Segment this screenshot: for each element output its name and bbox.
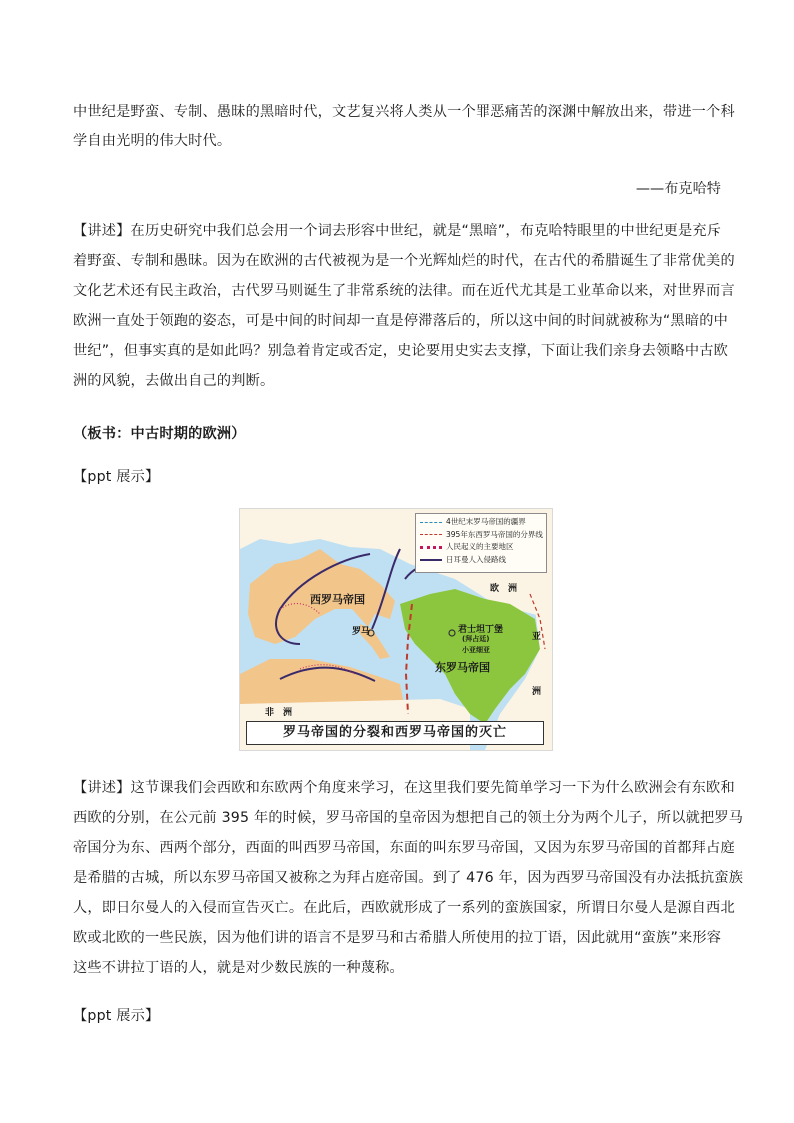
map-legend	[415, 513, 547, 573]
legend-item: 395年东西罗马帝国的分界线	[420, 529, 542, 542]
legend-item: 4世纪末罗马帝国的疆界	[420, 516, 542, 529]
legend-item: 人民起义的主要地区	[420, 541, 542, 554]
lecture1-line: 洲的风貌，去做出自己的判断。	[73, 373, 275, 389]
label-constantinople: 君士坦丁堡	[458, 625, 504, 635]
label-asia-2: 洲	[532, 687, 542, 697]
legend-item: 日耳曼人入侵路线	[420, 554, 542, 567]
ppt-label: 【ppt 展示】	[73, 1008, 160, 1024]
quote-line-1: 中世纪是野蛮、专制、愚昧的黑暗时代，文艺复兴将人类从一个罪恶痛苦的深渊中解放出来，带进一个科	[73, 104, 735, 120]
label-europe: 欧 洲	[490, 584, 518, 594]
quote-attribution: ——布克哈特	[635, 181, 721, 197]
quote-line-2: 学自由光明的伟大时代。	[73, 133, 232, 149]
label-byzantium: (拜占廷)	[462, 635, 490, 643]
lecture1-line: 欧洲一直处于领跑的姿态，可是中间的时间却一直是停滞落后的，所以这中间的时间就被称为“黑暗的中	[73, 313, 728, 329]
lecture2-line: 西欧的分别，在公元前 395 年的时候，罗马帝国的皇帝因为想把自己的领土分为两个儿子，所以就把罗马	[73, 810, 744, 826]
lecture2-line: 【讲述】这节课我们会西欧和东欧两个角度来学习，在这里我们要先简单学习一下为什么欧洲会有东欧和	[73, 780, 735, 796]
label-east-empire: 东罗马帝国	[435, 661, 490, 674]
lecture1-line: 着野蛮、专制和愚昧。因为在欧洲的古代被视为是一个光辉灿烂的时代，在古代的希腊诞生了非常优美的	[73, 253, 735, 269]
lecture2-line: 这些不讲拉丁语的人，就是对少数民族的一种蔑称。	[73, 960, 404, 976]
label-rome: 罗马	[352, 627, 371, 637]
lecture1-line: 文化艺术还有民主政治，古代罗马则诞生了非常系统的法律。而在近代尤其是工业革命以来，对世界而言	[73, 283, 735, 299]
map-caption: 罗马帝国的分裂和西罗马帝国的灭亡	[246, 721, 544, 745]
label-asia-minor: 小亚细亚	[462, 646, 490, 654]
label-asia: 亚	[532, 632, 542, 642]
lecture1-line: 世纪”，但事实真的是如此吗？别急着肯定或否定，史论要用史实去支撑，下面让我们亲身去领略中古欧	[73, 343, 728, 359]
board-note: （板书：中古时期的欧洲）	[73, 426, 246, 442]
roman-empire-map	[239, 508, 553, 751]
lecture2-line: 人，即日尔曼人的入侵而宣告灭亡。在此后，西欧就形成了一系列的蛮族国家，所谓日尔曼人是源自西北	[73, 900, 735, 916]
label-africa: 非 洲	[265, 708, 293, 718]
lecture1-line: 【讲述】在历史研究中我们总会用一个词去形容中世纪，就是“黑暗”，布克哈特眼里的中世纪更是充斥	[73, 223, 722, 239]
lecture2-line: 欧或北欧的一些民族，因为他们讲的语言不是罗马和古希腊人所使用的拉丁语，因此就用“蛮族”来形容	[73, 930, 722, 946]
lecture2-line: 是希腊的古城，所以东罗马帝国又被称之为拜占庭帝国。到了 476 年，因为西罗马帝国没有办法抵抗蛮族	[73, 870, 744, 886]
lecture2-line: 帝国分为东、西两个部分，西面的叫西罗马帝国，东面的叫东罗马帝国，又因为东罗马帝国的首都拜占庭	[73, 840, 735, 856]
label-west-empire: 西罗马帝国	[310, 593, 365, 606]
ppt-label: 【ppt 展示】	[73, 469, 160, 485]
